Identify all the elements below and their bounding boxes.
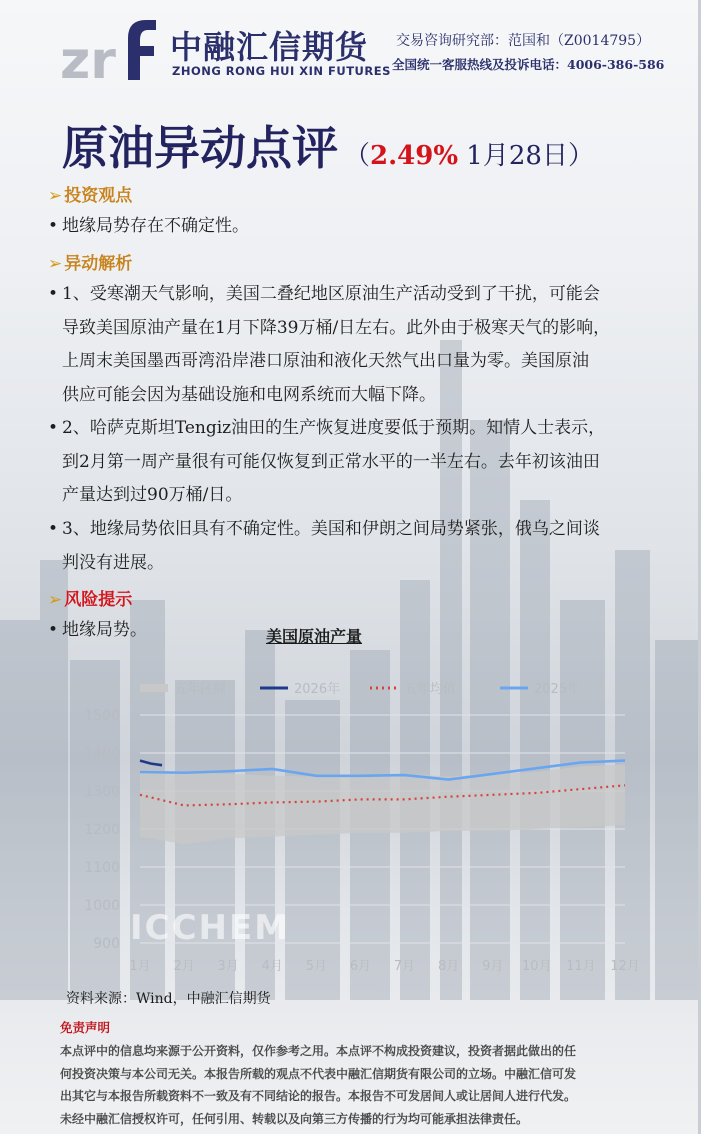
disclaimer-text: 本点评中的信息均来源于公开资料，仅作参考之用。本点评不构成投资建议，投资者据此做出的任 何投资决策与本公司无关。本报告所载的观点不代表中融汇信期货有限公司的立场。中融汇信可发 出其它与本报告所载资料不一致及有不同结论的报告。本报告不可发居间人或让居间人进行代发。 未经中融汇信授权许可，任何引用、转载以及向第三方传播的行为均可能承担法律责任。: [60, 1044, 577, 1126]
title-open-paren: （: [344, 141, 371, 171]
report-title: [62, 112, 594, 178]
x-tick-label: 8月: [437, 959, 460, 974]
title-percent-change: 2.49%: [370, 141, 459, 171]
x-tick-label: 7月: [393, 959, 416, 974]
section-heading-analysis: ➢ 异动解析: [48, 254, 133, 274]
bullet-icon: •: [48, 418, 59, 438]
company-logo-mark: [60, 10, 160, 82]
title-main: 原油: [62, 121, 154, 175]
analysis-item-2: • 2、哈萨克斯坦Tengiz油田的生产恢复进度要低于预期。知情人士表示， 到2月第一周产量很有可能仅恢复到正常水平的一半左右。去年初该油田 产量达到过90万桶/日。: [48, 412, 660, 513]
y-tick-label: 1100: [84, 860, 120, 876]
arrow-icon: ➢: [48, 590, 63, 610]
x-tick-label: 9月: [482, 959, 504, 974]
y-tick-label: 1500: [84, 708, 120, 724]
series-line-2026年: [140, 761, 162, 766]
bullet-icon: •: [48, 620, 59, 640]
title-date: 1月28日）: [458, 141, 594, 171]
title-meta: [344, 141, 594, 171]
disclaimer-title: 免责声明: [60, 1020, 111, 1035]
section-heading-view: ➢ 投资观点: [48, 186, 133, 206]
watermark-text: ICCHEM: [130, 908, 291, 948]
bullet-icon: •: [48, 519, 59, 539]
x-tick-label: 2月: [173, 959, 195, 974]
chart-title: 美国原油产量: [266, 627, 363, 646]
x-tick-label: 4月: [261, 959, 283, 974]
y-tick-label: 900: [93, 936, 120, 952]
x-tick-label: 3月: [217, 959, 239, 974]
legend-label: 2025年: [534, 682, 581, 697]
company-name-en: ZHONG RONG HUI XIN FUTURES: [172, 64, 391, 78]
analysis-item-1: • 1、受寒潮天气影响，美国二叠纪地区原油生产活动受到了干扰，可能会 导致美国原油产量在1月下降39万桶/日左右。此外由于极寒天气的影响， 上周末美国墨西哥湾沿岸港口原油和液化天然气出口量为零。美国原油 供应可能会因为基础设施和电网系统而大幅下降。: [48, 278, 660, 412]
x-tick-label: 11月: [566, 959, 596, 974]
title-sub: 异动点评: [154, 121, 338, 175]
company-name-cn: 中融汇信期货: [170, 28, 369, 66]
arrow-icon: ➢: [48, 254, 63, 274]
x-tick-label: 12月: [610, 959, 640, 974]
bullet-icon: •: [48, 284, 59, 304]
svg-text:zr: zr: [60, 31, 116, 82]
legend-label: 五年区间: [174, 682, 227, 697]
analysis-item-3: • 3、地缘局势依旧具有不确定性。美国和伊朗之间局势紧张，俄乌之间谈 判没有进展。: [48, 513, 660, 580]
x-tick-label: 1月: [129, 959, 151, 974]
y-tick-label: 1300: [84, 784, 120, 800]
section-heading-risk: ➢ 风险提示: [48, 590, 133, 610]
x-tick-label: 10月: [522, 959, 552, 974]
analyst-contact: 交易咨询研究部：范国和（Z0014795）: [396, 33, 651, 49]
x-tick-label: 6月: [349, 959, 372, 974]
report-header: [0, 0, 701, 100]
x-tick-label: 5月: [305, 959, 328, 974]
legend-label: 2026年: [294, 682, 341, 697]
data-source: 资料来源：Wind，中融汇信期货: [66, 991, 271, 1007]
bullet-icon: •: [48, 216, 59, 236]
view-item: • 地缘局势存在不确定性。: [48, 210, 660, 244]
y-tick-label: 1000: [84, 898, 120, 914]
risk-item: • 地缘局势。: [48, 614, 660, 648]
hotline-contact: 全国统一客服热线及投诉电话：4006-386-586: [392, 57, 665, 72]
y-tick-label: 1200: [84, 822, 120, 838]
legend-label: 五年均值: [404, 682, 457, 697]
legend-swatch: [140, 684, 168, 692]
us-crude-production-chart: [80, 670, 640, 980]
arrow-icon: ➢: [48, 186, 63, 206]
y-tick-label: 1400: [84, 746, 120, 762]
